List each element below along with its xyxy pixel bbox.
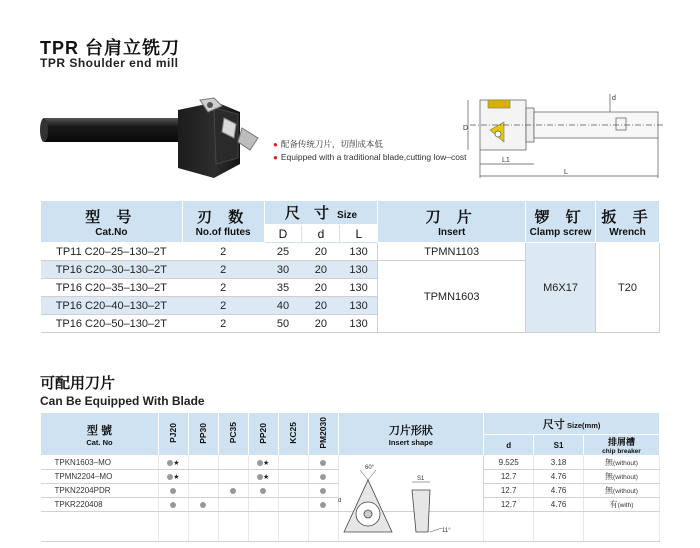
cell-flutes: 2 — [182, 279, 264, 297]
cell-grade — [308, 470, 338, 484]
col-grade-pp20: PP20 — [248, 413, 278, 456]
cell-D: 50 — [264, 315, 302, 333]
col-grade-pj20: PJ20 — [158, 413, 188, 456]
col-wrench: 扳 手 Wrench — [595, 201, 659, 243]
cell-grade — [218, 484, 248, 498]
cell-grade — [158, 484, 188, 498]
bullet-icon: ● — [273, 140, 278, 149]
cell-grade: ★ — [248, 456, 278, 470]
cell-L: 130 — [340, 261, 378, 279]
cell-cat: TP16 C20–35–130–2T — [41, 279, 183, 297]
cell-cat: TP16 C20–40–130–2T — [41, 297, 183, 315]
cell-D: 25 — [264, 243, 302, 261]
page-title: TPR 台肩立铣刀 — [40, 38, 181, 58]
end-mill-photo — [38, 88, 266, 180]
cell-d: 20 — [302, 279, 340, 297]
col-grade-pp30: PP30 — [188, 413, 218, 456]
cell-s1: 4.76 — [534, 470, 584, 484]
cell-flutes: 2 — [182, 261, 264, 279]
col-insert-shape: 刀片形狀 Insert shape — [338, 413, 484, 456]
end-mill-spec-table — [40, 200, 660, 333]
cell-D: 30 — [264, 261, 302, 279]
col-grade-kc25: KC25 — [278, 413, 308, 456]
cell-d: 20 — [302, 297, 340, 315]
cell-clamp-screw: M6X17 — [526, 243, 596, 333]
cell-grade: ★ — [248, 470, 278, 484]
cell-grade — [188, 484, 218, 498]
cell-D: 40 — [264, 297, 302, 315]
dim-d: d — [612, 95, 616, 102]
col-insert: 刀 片 Insert — [378, 201, 526, 243]
cell-grade — [278, 498, 308, 512]
cell-d: 20 — [302, 315, 340, 333]
cell-cat: TPKN1603–MO — [41, 456, 159, 470]
col-size: 尺 寸 Size — [264, 201, 378, 225]
col-d: d — [302, 225, 340, 243]
col-size: 尺寸 Size(mm) — [484, 413, 660, 435]
feature-text: Equipped with a traditional blade,cutting low–cost — [280, 152, 467, 162]
col-s1: S1 — [534, 435, 584, 456]
col-grade-pc35: PC35 — [218, 413, 248, 456]
cell-chip: 有(with) — [584, 498, 660, 512]
dim-D: D — [463, 125, 469, 132]
col-D: D — [264, 225, 302, 243]
label-clearance: 11° — [442, 528, 451, 534]
col-chip-breaker: 排屑槽 chip breaker — [584, 435, 660, 456]
cell-grade — [278, 456, 308, 470]
cell-flutes: 2 — [182, 297, 264, 315]
cell-chip: 無(without) — [584, 456, 660, 470]
cell-cat: TPMN2204–MO — [41, 470, 159, 484]
cell-grade — [308, 456, 338, 470]
cell-d: 9.525 — [484, 456, 534, 470]
feature-item — [273, 138, 467, 151]
cell-grade — [308, 498, 338, 512]
cell-L: 130 — [340, 297, 378, 315]
cell-cat: TPKN2204PDR — [41, 484, 159, 498]
label-s1: S1 — [417, 476, 425, 482]
dim-L1: L1 — [502, 157, 510, 164]
cell-chip: 無(without) — [584, 484, 660, 498]
cell-L: 130 — [340, 279, 378, 297]
cell-grade — [188, 456, 218, 470]
feature-item — [273, 151, 467, 164]
col-cat-no: 型 号 Cat.No — [41, 201, 183, 243]
cell-insert: TPMN1603 — [378, 261, 526, 333]
cell-d: 12.7 — [484, 470, 534, 484]
feature-text: 配备传统刀片，切削成本低 — [280, 139, 383, 149]
cell-d: 12.7 — [484, 484, 534, 498]
col-flutes: 刃 数 No.of flutes — [182, 201, 264, 243]
label-angle: 60° — [365, 465, 375, 471]
cell-grade — [248, 498, 278, 512]
cell-insert: TPMN1103 — [378, 243, 526, 261]
cell-cat: TP16 C20–30–130–2T — [41, 261, 183, 279]
cell-cat: TP16 C20–50–130–2T — [41, 315, 183, 333]
cell-grade — [278, 470, 308, 484]
cell-grade — [158, 498, 188, 512]
cell-L: 130 — [340, 243, 378, 261]
cell-grade — [218, 456, 248, 470]
cell-wrench: T20 — [595, 243, 659, 333]
cell-d: 12.7 — [484, 498, 534, 512]
cell-grade — [188, 498, 218, 512]
section-title: 可配用刀片 — [40, 375, 116, 392]
cell-d: 20 — [302, 243, 340, 261]
feature-list — [273, 138, 467, 164]
cell-flutes: 2 — [182, 315, 264, 333]
cell-d: 20 — [302, 261, 340, 279]
col-d: d — [484, 435, 534, 456]
cell-grade: ★ — [158, 456, 188, 470]
col-clamp-screw: 锣 钉 Clamp screw — [526, 201, 596, 243]
col-cat-no: 型 號 Cat. No — [41, 413, 159, 456]
cell-grade — [218, 470, 248, 484]
cell-s1: 3.18 — [534, 456, 584, 470]
cell-grade — [248, 484, 278, 498]
cell-cat: TP11 C20–25–130–2T — [41, 243, 183, 261]
section-subtitle: Can Be Equipped With Blade — [40, 394, 205, 408]
page-subtitle: TPR Shoulder end mill — [40, 56, 179, 70]
cell-grade — [278, 484, 308, 498]
cell-grade: ★ — [158, 470, 188, 484]
cell-grade — [218, 498, 248, 512]
cell-grade — [188, 470, 218, 484]
cell-s1: 4.76 — [534, 484, 584, 498]
dim-L: L — [564, 169, 568, 176]
technical-drawing — [460, 86, 670, 194]
label-d: d — [338, 498, 342, 504]
insert-shape-drawing — [338, 462, 460, 540]
cell-D: 35 — [264, 279, 302, 297]
cell-flutes: 2 — [182, 243, 264, 261]
cell-cat: TPKR220408 — [41, 498, 159, 512]
col-grade-pm2030: PM2030 — [308, 413, 338, 456]
col-L: L — [340, 225, 378, 243]
cell-s1: 4.76 — [534, 498, 584, 512]
cell-grade — [308, 484, 338, 498]
cell-L: 130 — [340, 315, 378, 333]
table-row — [41, 243, 660, 261]
cell-chip: 無(without) — [584, 470, 660, 484]
bullet-icon: ● — [273, 153, 278, 162]
